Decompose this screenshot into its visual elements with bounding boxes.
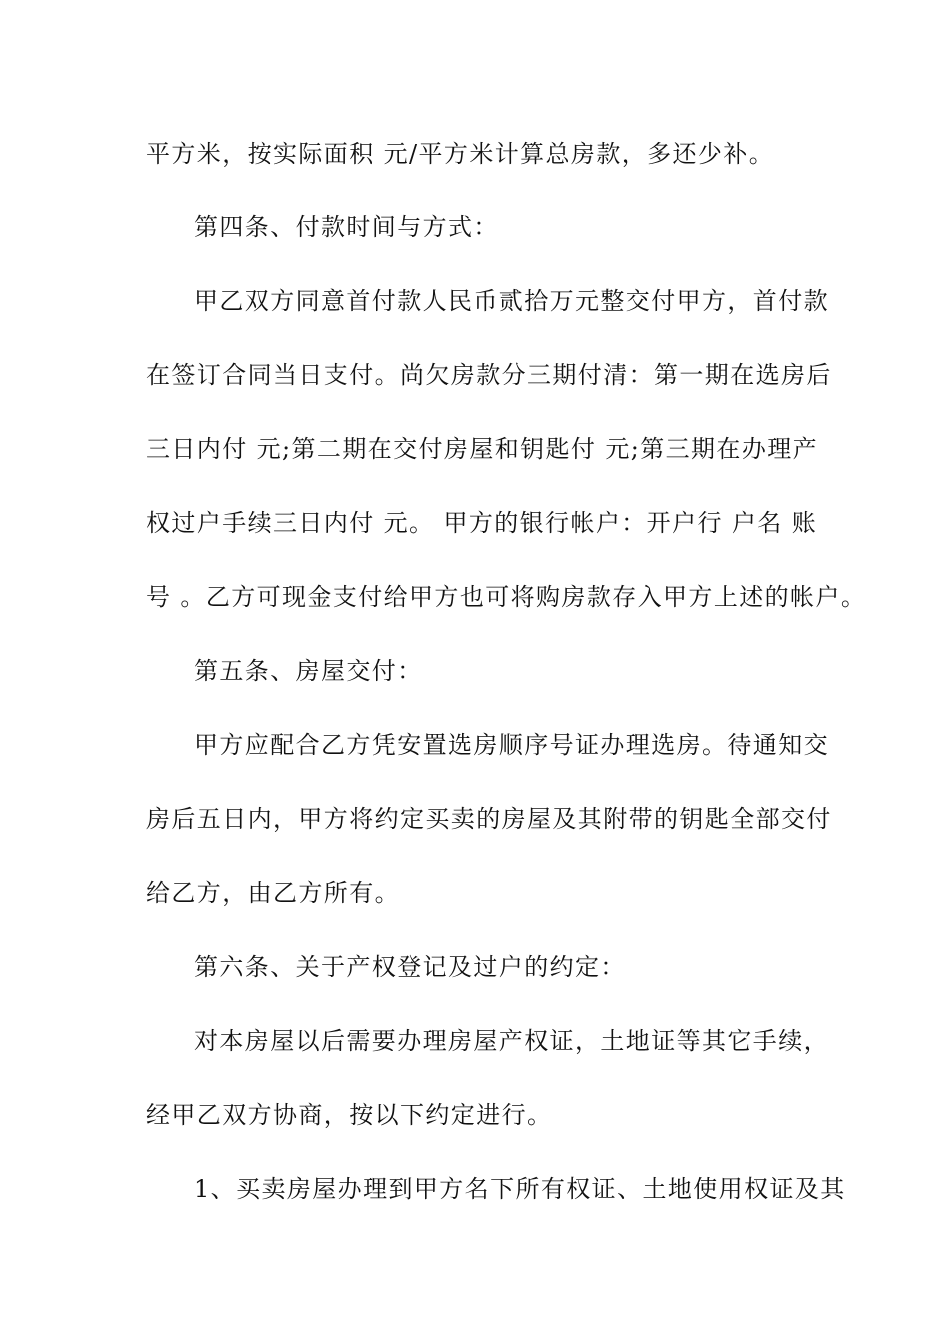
section-heading-5: 第五条、房屋交付： bbox=[194, 657, 423, 685]
text-line: 权过户手续三日内付 元。 甲方的银行帐户：开户行 户名 账 bbox=[146, 509, 818, 537]
text-line: 在签订合同当日支付。尚欠房款分三期付清：第一期在选房后 bbox=[146, 361, 832, 389]
text-line: 给乙方，由乙方所有。 bbox=[146, 879, 400, 907]
text-line: 房后五日内，甲方将约定买卖的房屋及其附带的钥匙全部交付 bbox=[146, 805, 832, 833]
text-line: 经甲乙双方协商，按以下约定进行。 bbox=[146, 1101, 553, 1129]
text-line: 平方米，按实际面积 元/平方米计算总房款，多还少补。 bbox=[146, 140, 775, 168]
section-heading-4: 第四条、付款时间与方式： bbox=[194, 213, 499, 241]
paragraph-line: 甲方应配合乙方凭安置选房顺序号证办理选房。待通知交 bbox=[194, 731, 829, 759]
section-heading-6: 第六条、关于产权登记及过户的约定： bbox=[194, 953, 626, 981]
list-item-line: 1、买卖房屋办理到甲方名下所有权证、土地使用权证及其 bbox=[194, 1175, 846, 1203]
paragraph-line: 甲乙双方同意首付款人民币贰拾万元整交付甲方，首付款 bbox=[194, 287, 829, 315]
paragraph-line: 对本房屋以后需要办理房屋产权证，土地证等其它手续， bbox=[194, 1027, 829, 1055]
text-line: 号 。乙方可现金支付给甲方也可将购房款存入甲方上述的帐户。 bbox=[146, 583, 867, 611]
text-line: 三日内付 元;第二期在交付房屋和钥匙付 元;第三期在办理产 bbox=[146, 435, 819, 463]
